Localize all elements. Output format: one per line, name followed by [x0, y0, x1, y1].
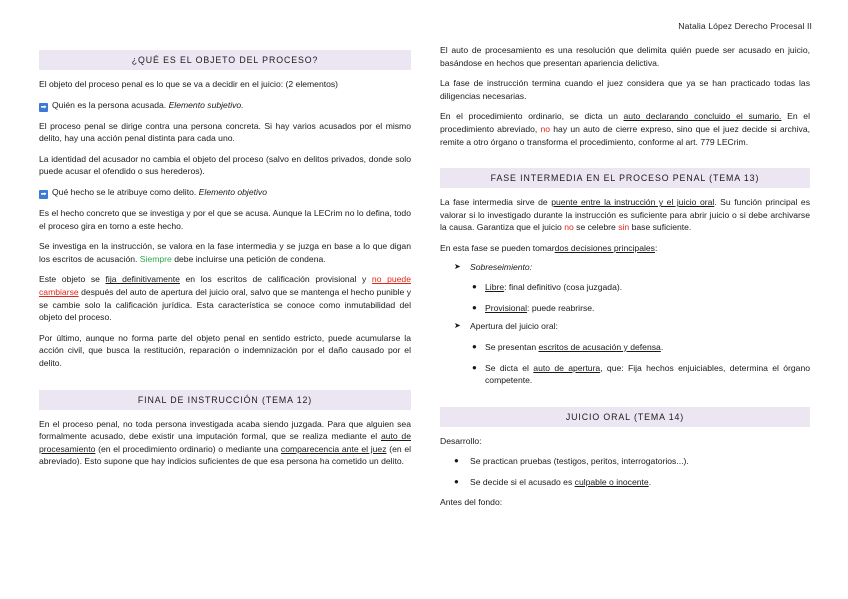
right-arrow-icon: ➡ [40, 103, 47, 111]
bullet-dot-icon: ● [472, 302, 477, 312]
list-item-sobreseimiento: ➤ Sobreseimiento: [454, 261, 533, 272]
paragraph: La identidad del acusador no cambia el objeto del proceso (salvo en delitos privados, donde solo puede acusar el ofendido o sus herederos). [39, 153, 411, 177]
list-item-escritos: ● Se presentan escritos de acusación y defensa. [472, 341, 664, 352]
section-heading-objeto: ¿QUÉ ES EL OBJETO DEL PROCESO? [39, 50, 411, 70]
paragraph: La fase intermedia sirve de puente entre la instrucción y el juicio oral. Su función principal es valorar si lo investigado durante la instrucción es suficiente para abrir juicio o si debe archivarse la causa. Garantiza que el juicio no se celebre sin base suficiente. [440, 197, 811, 233]
paragraph: El objeto del proceso penal es lo que se va a decidir en el juicio: (2 elementos) [39, 79, 339, 89]
section-heading-final-instruccion: FINAL DE INSTRUCCIÓN (TEMA 12) [39, 390, 411, 410]
left-column [39, 50, 411, 468]
section-heading-juicio-oral: JUICIO ORAL (TEMA 14) [440, 407, 810, 427]
bullet-dot-icon: ● [454, 456, 459, 466]
list-item-auto-apertura: ● Se dicta el auto de apertura, que: Fija hechos enjuiciables, determina el órgano competente. [472, 362, 811, 386]
section-heading-fase-intermedia: FASE INTERMEDIA EN EL PROCESO PENAL (TEMA 13) [440, 168, 810, 188]
paragraph: El auto de procesamiento es una resolución que delimita quién puede ser acusado en juicio, basándose en hechos que presentan apariencia delictiva. [440, 45, 810, 68]
paragraph: Se investiga en la instrucción, se valora en la fase intermedia y se juzga en base a lo que digan los escritos de acusación. Siempre debe incluirse una petición de condena. [39, 241, 411, 264]
bullet-objetivo: ➡ Qué hecho se le atribuye como delito. Elemento objetivo [40, 186, 267, 198]
list-item-libre: ● Libre: final definitivo (cosa juzgada). [472, 282, 623, 293]
paragraph: Es el hecho concreto que se investiga y por el que se acusa. Aunque la LECrim no lo defina, todo el proceso gira en torno a este hecho. [39, 207, 411, 231]
list-item-culpable: ● Se decide si el acusado es culpable o inocente. [454, 476, 652, 487]
bullet-dot-icon: ● [472, 362, 477, 372]
list-item-apertura: ➤ Apertura del juicio oral: [454, 321, 558, 332]
paragraph: En esta fase se pueden tomardos decisiones principales: [440, 242, 658, 253]
label-desarrollo: Desarrollo: [440, 435, 482, 446]
list-item-pruebas: ● Se practican pruebas (testigos, peritos, interrogatorios...). [454, 456, 689, 467]
page-header: Natalia López Derecho Procesal II [678, 21, 812, 31]
right-arrow-icon: ➡ [40, 190, 47, 198]
bullet-dot-icon: ● [454, 476, 459, 486]
bullet-subjetivo: ➡ Quién es la persona acusada. Elemento subjetivo. [40, 99, 244, 111]
bullet-dot-icon: ● [472, 282, 477, 292]
right-column [440, 44, 810, 509]
paragraph: Este objeto se fija definitivamente en los escritos de calificación provisional y no puede cambiarse después del auto de apertura del juicio oral, salvo que se mantenga el hecho punible y se cambie solo la calificación jurídica. Esta característica se conoce como inmutabilidad del objeto del proceso. [39, 274, 411, 323]
paragraph: El proceso penal se dirige contra una persona concreta. Si hay varios acusados por el mismo delito, hay una acción penal distinta para cada uno. [39, 120, 411, 144]
paragraph: Por último, aunque no forma parte del objeto penal en sentido estricto, puede acumularse la acción civil, que busca la restitución, reparación o indemnización por el daño causado por el delito. [39, 332, 411, 368]
bullet-dot-icon: ● [472, 341, 477, 351]
paragraph: La fase de instrucción termina cuando el juez considera que ya se han practicado todas las diligencias necesarias. [440, 78, 810, 101]
list-item-provisional: ● Provisional: puede reabrirse. [472, 302, 595, 313]
paragraph: En el procedimiento ordinario, se dicta un auto declarando concluido el sumario. En el procedimiento abreviado, no hay un auto de cierre expreso, sino que el juez decide si archiva, remite a otro órgano o transforma el procedimiento, conforme al art. 779 LECrim. [440, 111, 811, 147]
arrowhead-bullet-icon: ➤ [454, 261, 461, 271]
label-antes-del-fondo: Antes del fondo: [440, 497, 503, 508]
paragraph: En el proceso penal, no toda persona investigada acaba siendo juzgada. Para que alguien sea formalmente acusado, debe existir una imputación formal, que se realiza mediante el auto de procesamiento (en el procedimiento ordinario) o mediante una comparecencia ante el juez (en el abreviado). Esto supone que hay indicios suficientes de que esa persona ha cometido un delito. [39, 418, 412, 467]
arrowhead-bullet-icon: ➤ [454, 321, 461, 331]
